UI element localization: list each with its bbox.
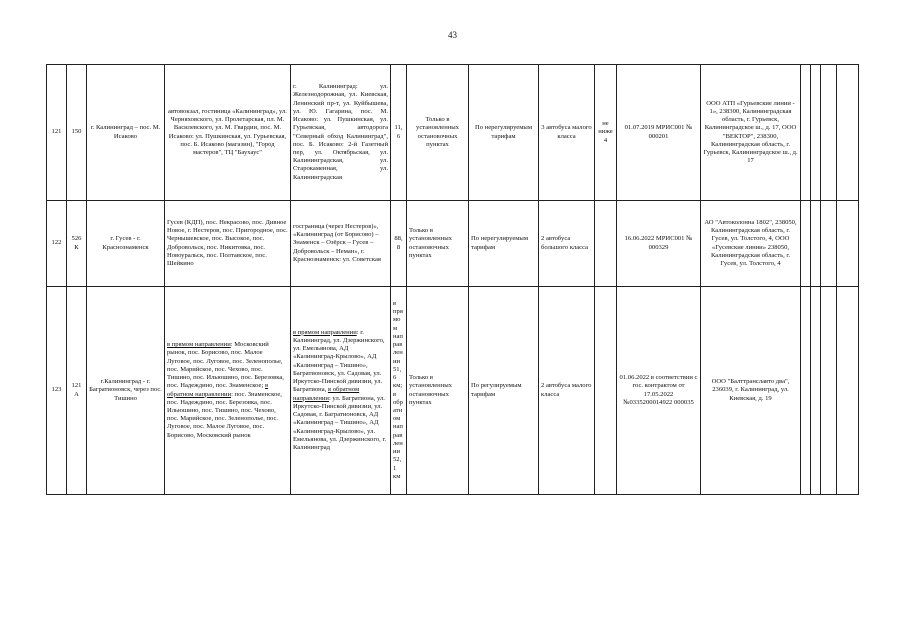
table-row <box>47 201 859 287</box>
empty-cell <box>811 65 821 201</box>
route-number: 526 К <box>67 201 87 287</box>
page-number: 43 <box>448 30 457 40</box>
row-number: 122 <box>47 201 67 287</box>
empty-cell <box>821 201 837 287</box>
empty-cell <box>811 287 821 495</box>
stop-order: Только в установленных остановочных пунктах <box>407 65 469 201</box>
carrier: ООО "Балттранславто два", 236039, г. Калининград, ул. Киевская, д. 19 <box>701 287 801 495</box>
stops-forward: : Московский рынок, пос. Борисово, пос. Малое Луговое, пос. Луговое, пос. Зеленополье, пос. Марийское, пос. Чехово, пос. Тишино, пос. Ильюшино, пос. Березовка, пос. Надеждино, пос. Знаменское; <box>167 341 284 390</box>
route-stops: автовокзал, гостиница «Калининград», ул. Черняховского, ул. Пролетарская, пл. М. Василевского, ул. М. Гвардии, пос. М. Исаково: ул. Пушкинская, ул. Гурьевская, пос. Б. Исаково (магазин), "Город мастеров", ТЦ "Баухаус" <box>165 65 291 201</box>
vehicles: 3 автобуса малого класса <box>539 65 595 201</box>
stop-order: Только в установленных остановочных пунктах <box>407 201 469 287</box>
vehicles: 2 автобуса малого класса <box>539 287 595 495</box>
empty-cell <box>821 287 837 495</box>
empty-cell <box>837 287 859 495</box>
routes-table <box>46 64 859 495</box>
vehicles: 2 автобуса большого класса <box>539 201 595 287</box>
route-stops <box>165 287 291 495</box>
route-stops: Гусев (КДП), пос. Некрасово, пос. Дивное Новое, г. Нестеров, пос. Пригородное, пос. Чернышевское, пос. Высокое, пос. Добровольск, пос. Никитовка, пос. Новоуральск, пос. Полтавское, пос. Шейкино <box>165 201 291 287</box>
empty-cell <box>801 65 811 201</box>
route-length: 88,8 <box>391 201 407 287</box>
route-streets: госграница (через Нестеров)», «Калининград (от Борисово) – Знаменск – Озёрск – Гусев – Добровольск – Неман», г. Краснознаменск: ул. Советская <box>291 201 391 287</box>
route-number: 121 А <box>67 287 87 495</box>
streets-forward: : г. Калининград, ул. Дзержинского, ул. Емельянова, АД «Калининград-Крылово», АД «Калининград – Тишино», Багратионовск, ул. Садовая, ул. Иркутско-Пинской дивизии, ул. Багратиона, <box>293 328 385 394</box>
stop-order: Только в установленных остановочных пунктах <box>407 287 469 495</box>
row-number: 121 <box>47 65 67 201</box>
direction-label-forward: в прямом направлении <box>293 328 357 336</box>
tariff-type: По нерегулируемым тарифам <box>469 201 539 287</box>
route-name: г. Калининград – пос. М. Исаково <box>87 65 165 201</box>
streets-backward: : ул. Багратиона, ул. Иркутско-Пинской дивизии, ул. Садовая, г. Багратионовск, АД «Калининград – Тишино», АД «Калининград-Крылово», ул. Емельянова, ул. Дзержинского, г. Калининград <box>293 394 387 452</box>
start-date: 01.07.2019 МРИС001 № 000201 <box>617 65 701 201</box>
route-number: 150 <box>67 65 87 201</box>
carrier: ООО АТП «Гурьевские линии - 1», 238300, Калининградская область, г. Гурьевск, Калининградское ш., д. 17, ООО "ВЕКТОР", 238300, Калининградская область, г. Гурьевск, Калининградское ш., д. 17 <box>701 65 801 201</box>
table-row <box>47 287 859 495</box>
route-streets <box>291 287 391 495</box>
empty-cell <box>811 201 821 287</box>
route-length: в прямом направлении 51,6 км; в обратном направлении 52,1 км <box>391 287 407 495</box>
eco-class <box>595 287 617 495</box>
stops-backward: : пос. Знаменское, пос. Надеждино, пос. Березовка, пос. Ильюшино, пос. Тишино, пос. Чехово, пос. Марийское, пос. Зеленополье, пос. Луговое, пос. Малое Луговое, пос. Борисово, Московский рынок <box>167 390 282 439</box>
empty-cell <box>801 201 811 287</box>
direction-label-forward: в прямом направлении <box>167 341 231 349</box>
route-name: г. Гусев - г. Краснознаменск <box>87 201 165 287</box>
tariff-type: По нерегулируемым тарифам <box>469 65 539 201</box>
row-number: 123 <box>47 287 67 495</box>
carrier: АО "Автоколонна 1802", 238050, Калининградская область, г. Гусев, ул. Толстого, 4, ООО «Гусевские линии» 238050, Калининградская область, г. Гусев, ул. Толстого, 4 <box>701 201 801 287</box>
route-name: г.Калининград - г. Багратионовск, через пос. Тишино <box>87 287 165 495</box>
route-streets: г. Калининград: ул. Железнодорожная, ул. Киевская, Ленинский пр-т, ул. Куйбышева, ул. Ю. Гагарина, пос. М. Исаково: ул. Пушкинская, ул. Гурьевская, автодорога "Северный обход Калининград", пос. Б. Исаково: 2-й Газетный пер, ул. Октябрьская, ул. Калининградская, ул. Старокаменная, ул. Калининградская <box>291 65 391 201</box>
table-row <box>47 65 859 201</box>
eco-class <box>595 201 617 287</box>
empty-cell <box>801 287 811 495</box>
start-date: 16.06.2022 МРИС001 № 000329 <box>617 201 701 287</box>
empty-cell <box>837 201 859 287</box>
route-length: 11,6 <box>391 65 407 201</box>
start-date: 01.06.2022 в соответствии с гос. контрактом от 17.05.2022 №0335200014922 000035 <box>617 287 701 495</box>
empty-cell <box>821 65 837 201</box>
empty-cell <box>837 65 859 201</box>
tariff-type: По регулируемым тарифам <box>469 287 539 495</box>
direction-label-backward: в обратном направлении <box>293 386 360 402</box>
direction-label-backward: в обратном направлении <box>167 382 269 398</box>
eco-class: не ниже 4 <box>595 65 617 201</box>
